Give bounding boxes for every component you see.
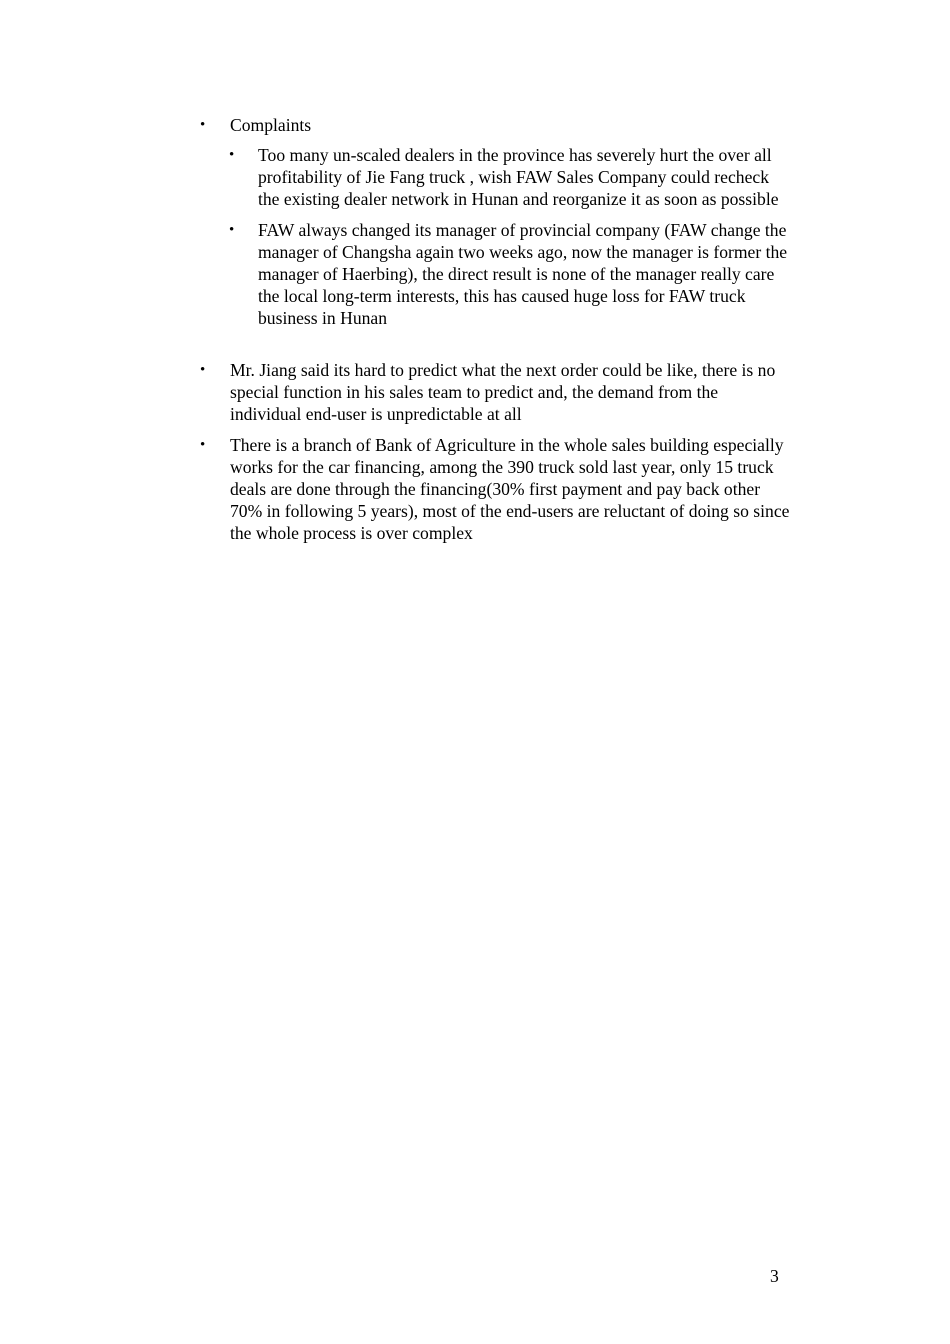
bullet-item: [200, 359, 790, 425]
bullet-icon: •: [200, 362, 206, 378]
bullet-icon: •: [200, 117, 206, 133]
sub-bullet-item: [229, 219, 790, 329]
sub-bullet-text: FAW always changed its manager of provincial company (FAW change the manager of Changsha again two weeks ago, now the manager is former the manager of Haerbing), the direct result is none of the manager really care the local long-term interests, this has caused huge loss for FAW truck business in Hunan: [258, 220, 788, 328]
page-number: 3: [770, 1266, 779, 1286]
sub-bullet-text: Too many un-scaled dealers in the province has severely hurt the over all profitability of Jie Fang truck , wish FAW Sales Company could recheck the existing dealer network in Hunan and reorganize it as soon as possible: [258, 145, 779, 209]
bullet-item: [200, 434, 790, 544]
bullet-icon: •: [229, 147, 235, 163]
bullet-item-complaints: [200, 114, 790, 136]
sub-bullet-item: [229, 144, 790, 210]
complaints-label: Complaints: [230, 115, 312, 135]
document-body: [200, 114, 790, 544]
bullet-icon: •: [229, 222, 235, 238]
bullet-icon: •: [200, 437, 206, 453]
bullet-text: Mr. Jiang said its hard to predict what the next order could be like, there is no special function in his sales team to predict and, the demand from the individual end-user is unpredictable at all: [230, 360, 776, 424]
bullet-text: There is a branch of Bank of Agriculture in the whole sales building especially works for the car financing, among the 390 truck sold last year, only 15 truck deals are done through the financing(30% first payment and pay back other 70% in following 5 years), most of the end-users are reluctant of doing so since the whole process is over complex: [230, 435, 790, 543]
